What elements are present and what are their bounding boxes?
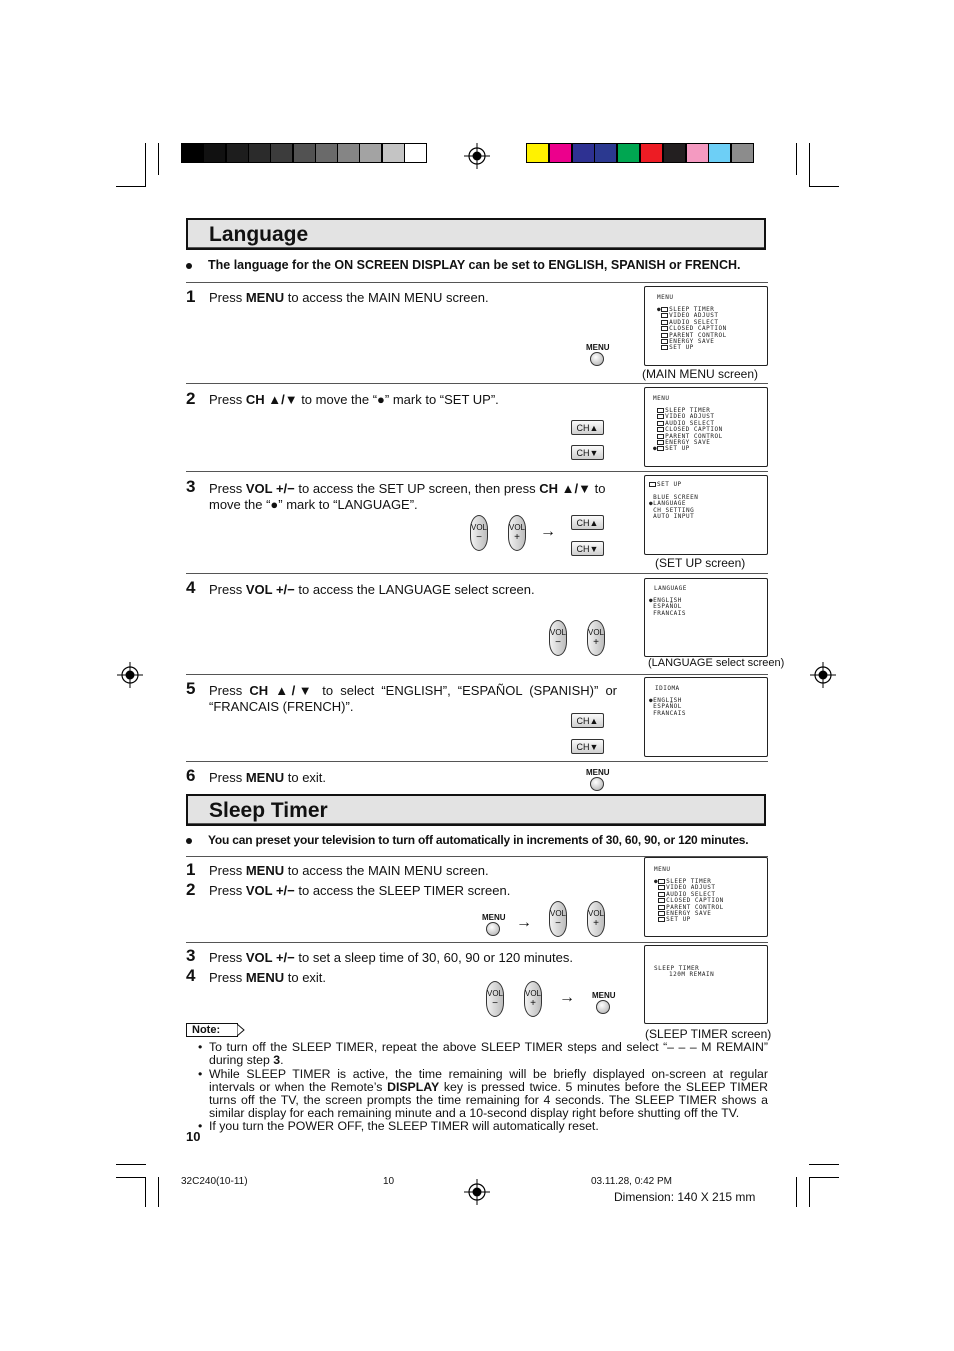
menu-item-icon [658, 898, 665, 903]
menu-button-label: MENU [482, 913, 506, 922]
note-bullet: • [198, 1040, 203, 1054]
menu-screen-set-up-selected: MENU SLEEP TIMER VIDEO ADJUST AUDIO SELECT CLOSED CAPTION PARENT CONTROL ENERGY SAVE ● SET UP [644, 387, 768, 467]
divider [186, 761, 768, 762]
menu-item-label: SET UP [665, 445, 690, 453]
sleep-intro: You can preset your television to turn off automatically in increments of 30, 60, 90, or 120 minutes. [208, 833, 749, 847]
color-swatch [594, 143, 617, 163]
selection-dot-icon: ● [654, 878, 659, 885]
vol-plus-button: VOL + [524, 981, 542, 1017]
divider [186, 383, 768, 384]
gray-swatch [226, 143, 249, 163]
language-item-label: ENGLISH [653, 697, 682, 704]
menu-item-label: SLEEP TIMER [666, 878, 712, 885]
menu-item-icon [658, 892, 665, 897]
vol-plus-button: VOL + [508, 515, 526, 551]
color-swatch [526, 143, 549, 163]
language-item [649, 711, 686, 717]
gray-swatch [337, 143, 360, 163]
menu-item-label: ENERGY SAVE [665, 439, 711, 446]
idioma-screen: IDIOMA ●ENGLISH ESPAÑOL FRANCAIS [644, 677, 768, 757]
set-up-screen [644, 475, 768, 555]
set-up-caption: (SET UP screen) [655, 556, 746, 570]
menu-item-icon [661, 326, 668, 331]
menu-item [653, 446, 690, 452]
set-up-icon [649, 482, 656, 487]
language-select-screen: LANGUAGE ●ENGLISH ESPAÑOL FRANCAIS [644, 578, 768, 657]
menu-item-icon [661, 345, 668, 350]
arrow-icon: → [516, 914, 532, 931]
language-intro: The language for the ON SCREEN DISPLAY can be set to ENGLISH, SPANISH or FRENCH. [208, 258, 741, 272]
vol-minus-button: VOL − [470, 515, 488, 551]
language-title: Language [209, 223, 309, 246]
sleep-step-4-text: Press MENU to exit. [209, 970, 327, 985]
menu-item-icon [661, 313, 668, 318]
set-up-item-label: AUTO INPUT [653, 513, 695, 521]
sleep-timer-section-header [186, 794, 766, 826]
menu-item-icon [658, 911, 665, 916]
step-number: 4 [186, 966, 196, 985]
note-label: Note: [186, 1023, 238, 1037]
set-up-title-text: SET UP [657, 481, 682, 488]
note-1: To turn off the SLEEP TIMER, repeat the above SLEEP TIMER steps and select “– – – M REMAIN” during step 3. [209, 1040, 768, 1067]
divider [186, 942, 768, 943]
ch-down-button: CH▼ [571, 739, 604, 754]
menu-item-icon [657, 434, 664, 439]
language-item-label: ESPAÑOL [653, 703, 682, 711]
menu-button-icon [590, 777, 604, 791]
gray-swatch [359, 143, 382, 163]
step-number: 6 [186, 766, 196, 785]
menu-item-icon [657, 408, 664, 413]
language-step-4-text: Press VOL +/− to access the LANGUAGE select screen. [209, 582, 535, 597]
selection-dot-icon: ● [649, 697, 654, 704]
menu-item-icon [661, 307, 668, 312]
menu-item-label: SET UP [669, 344, 694, 352]
menu-item-label: SLEEP TIMER [669, 306, 715, 313]
divider [186, 573, 768, 574]
menu-item-label: ENERGY SAVE [669, 338, 715, 345]
gray-swatch [404, 143, 427, 163]
gray-swatch [382, 143, 405, 163]
registration-mark-right [810, 662, 836, 688]
selection-dot-icon: ● [657, 306, 662, 313]
sleep-step-1-text: Press MENU to access the MAIN MENU screen. [209, 863, 489, 878]
ch-down-button: CH▼ [571, 445, 604, 460]
gray-swatch [181, 143, 204, 163]
menu-button-icon [486, 922, 500, 936]
ch-up-button: CH▲ [571, 420, 604, 435]
gray-swatch [270, 143, 293, 163]
language-select-caption: (LANGUAGE select screen) [648, 657, 785, 669]
set-up-item-label: CH SETTING [653, 506, 695, 514]
sleep-step-3-text: Press VOL +/− to set a sleep time of 30, 60, 90 or 120 minutes. [209, 950, 573, 965]
ch-down-button: CH▼ [571, 541, 604, 556]
menu-button-label: MENU [586, 768, 610, 777]
menu-item-label: VIDEO ADJUST [669, 312, 719, 320]
divider [186, 471, 768, 472]
dimension-note: Dimension: 140 X 215 mm [614, 1190, 756, 1204]
color-swatch [731, 143, 754, 163]
language-item-label: FRANCAIS [653, 709, 687, 717]
step-number: 1 [186, 287, 196, 306]
vol-minus-button: VOL − [486, 981, 504, 1017]
menu-item-icon [661, 320, 668, 325]
menu-button-icon [596, 1000, 610, 1014]
sleep-timer-screen: SLEEP TIMER 120M REMAIN [644, 945, 768, 1024]
registration-mark-bottom [464, 1179, 490, 1205]
set-up-item-label: LANGUAGE [653, 500, 687, 508]
bullet-icon [186, 263, 192, 269]
language-item-label: ENGLISH [653, 597, 682, 604]
vol-plus-button: VOL + [587, 901, 605, 937]
menu-item-label: VIDEO ADJUST [666, 884, 716, 892]
menu-item-icon [657, 427, 664, 432]
step-number: 1 [186, 860, 196, 879]
vol-minus-button: VOL − [549, 901, 567, 937]
divider [186, 674, 768, 675]
menu-item-icon [658, 917, 665, 922]
step-number: 2 [186, 389, 196, 408]
step-number: 2 [186, 880, 196, 899]
menu-button-label: MENU [586, 343, 610, 352]
menu-item-icon [661, 339, 668, 344]
menu-item-icon [658, 885, 665, 890]
registration-mark-left [117, 662, 143, 688]
menu-button-icon [590, 352, 604, 366]
color-swatch [549, 143, 572, 163]
menu-item-label: AUDIO SELECT [665, 419, 715, 427]
menu-item-icon [657, 440, 664, 445]
arrow-icon: → [559, 989, 575, 1006]
set-up-item [649, 514, 694, 520]
note-3: If you turn the POWER OFF, the SLEEP TIMER will automatically reset. [209, 1119, 599, 1133]
language-step-5-text: Press CH ▲/▼ to select “ENGLISH”, “ESPAÑOL (SPANISH)” or “FRANCAIS (FRENCH)”. [209, 683, 618, 714]
menu-item-label: PARENT CONTROL [666, 903, 724, 911]
language-step-1-text: Press MENU to access the MAIN MENU screen. [209, 290, 489, 305]
main-menu-screen: MENU ● SLEEP TIMER VIDEO ADJUST AUDIO SELECT CLOSED CAPTION PARENT CONTROL ENERGY SAVE SET UP [644, 286, 768, 366]
language-step-2-text: Press CH ▲/▼ to move the “●” mark to “SET UP”. [209, 392, 499, 407]
step-number: 3 [186, 946, 196, 965]
color-swatch [663, 143, 686, 163]
language-item-label: ESPAÑOL [653, 603, 682, 611]
gray-swatch [203, 143, 226, 163]
main-menu-caption: (MAIN MENU screen) [642, 367, 759, 381]
bullet-icon [186, 838, 192, 844]
menu-item [657, 345, 694, 351]
ch-up-button: CH▲ [571, 713, 604, 728]
set-up-title [649, 482, 682, 488]
step-number: 5 [186, 679, 196, 698]
step-number: 3 [186, 477, 196, 496]
language-step-3-text: Press VOL +/− to access the SET UP screen, then press CH ▲/▼ to move the “●” mark to “LANGUAGE”. [209, 481, 606, 512]
menu-item [654, 917, 691, 923]
vol-minus-button: VOL − [549, 620, 567, 656]
language-item [649, 611, 686, 617]
menu-item-label: SET UP [666, 916, 691, 924]
gray-swatch [315, 143, 338, 163]
menu-item-label: VIDEO ADJUST [665, 413, 715, 421]
language-section-header [186, 218, 766, 250]
language-step-6-text: Press MENU to exit. [209, 770, 327, 785]
sleep-timer-caption: (SLEEP TIMER screen) [645, 1027, 772, 1041]
step-number: 4 [186, 578, 196, 597]
menu-item-icon [661, 333, 668, 338]
menu-item-icon [658, 905, 665, 910]
menu-item-label: ENERGY SAVE [666, 910, 712, 917]
menu-item-label: SLEEP TIMER [665, 407, 711, 414]
gray-swatch [248, 143, 271, 163]
selection-dot-icon: ● [649, 597, 654, 604]
menu-item-icon [657, 421, 664, 426]
file-code: 32C240(10-11) [181, 1176, 248, 1187]
gray-swatch [293, 143, 316, 163]
menu-item-icon [657, 414, 664, 419]
selection-dot-icon: ● [649, 500, 654, 508]
note-bullet: • [198, 1119, 203, 1133]
menu-item-label: AUDIO SELECT [669, 318, 719, 326]
print-datetime: 03.11.28, 0:42 PM [591, 1176, 672, 1187]
ch-up-button: CH▲ [571, 515, 604, 530]
sleep-timer-title: Sleep Timer [209, 799, 328, 822]
color-swatch [617, 143, 640, 163]
menu-button-label: MENU [592, 991, 616, 1000]
note-arrow-icon [237, 1024, 245, 1036]
menu-item-label: PARENT CONTROL [665, 432, 723, 440]
color-swatch [572, 143, 595, 163]
sleep-main-menu-screen: MENU ● SLEEP TIMER VIDEO ADJUST AUDIO SELECT CLOSED CAPTION PARENT CONTROL ENERGY SAVE SET UP [644, 857, 768, 937]
registration-mark-top [464, 143, 490, 169]
menu-item-icon [657, 446, 664, 451]
menu-item-label: AUDIO SELECT [666, 890, 716, 898]
sleep-step-2-text: Press VOL +/− to access the SLEEP TIMER screen. [209, 883, 511, 898]
note-2: While SLEEP TIMER is active, the time remaining will be briefly displayed on-screen at regular intervals or when the Remote’s DISPLAY key is pressed twice. 5 minutes before the SLEEP TIMER turns off the TV, the screen prompts the time remaining for 4 seconds. The SLEEP TIMER shows a similar display for each remaining minute and a 10-second display right before shutting off the TV. [209, 1067, 768, 1120]
color-swatch [640, 143, 663, 163]
sheet-number: 10 [383, 1176, 395, 1187]
set-up-item-label: BLUE SCREEN [653, 494, 699, 501]
divider [186, 282, 768, 283]
menu-item-label: CLOSED CAPTION [665, 426, 723, 434]
menu-item-icon [658, 879, 665, 884]
color-swatch [708, 143, 731, 163]
selection-dot-icon: ● [653, 445, 658, 453]
page-number: 10 [186, 1129, 201, 1144]
color-swatch [686, 143, 709, 163]
arrow-icon: → [540, 523, 556, 540]
menu-item-label: CLOSED CAPTION [666, 897, 724, 905]
menu-item-label: PARENT CONTROL [669, 331, 727, 339]
note-bullet: • [198, 1067, 203, 1081]
vol-plus-button: VOL + [587, 620, 605, 656]
language-item-label: FRANCAIS [653, 609, 687, 617]
menu-item-label: CLOSED CAPTION [669, 325, 727, 333]
